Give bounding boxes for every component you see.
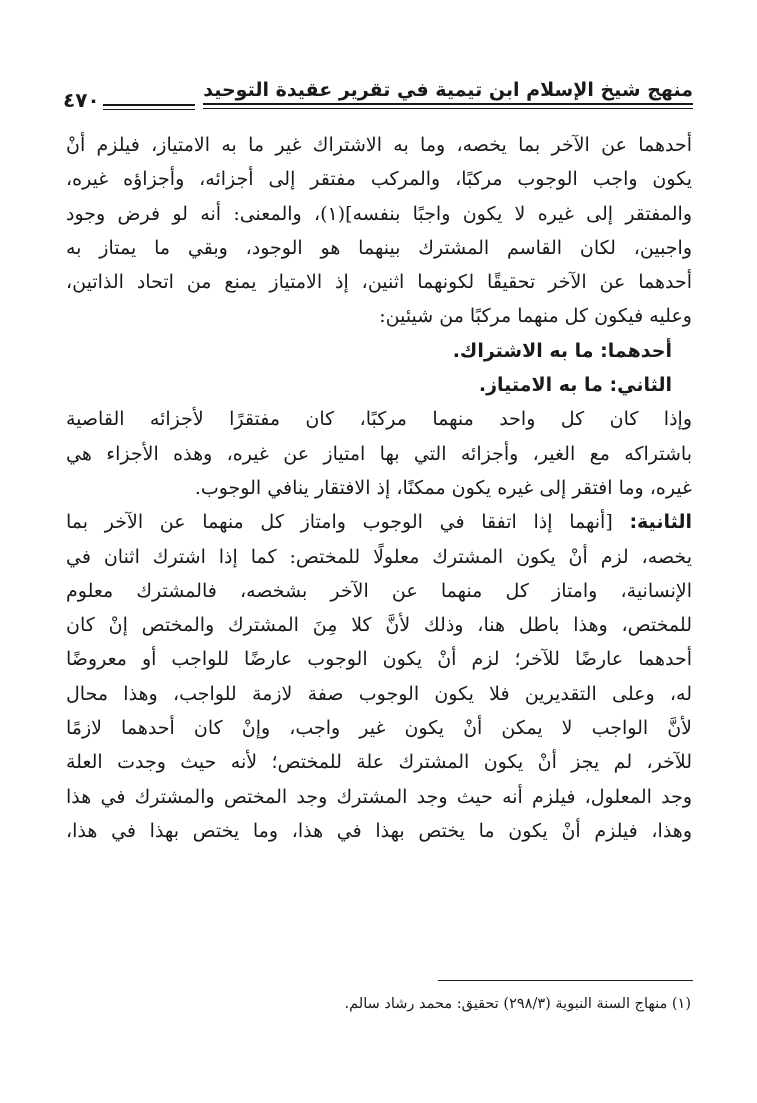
- text-line: وهذا، فيلزم أنْ يكون ما يختص بهذا في هذا، وما يختص بهذا في هذا،: [66, 819, 692, 842]
- text-line: أحدهما عن الآخر بما يخصه، وما به الاشتراك غير ما به الامتياز، فيلزم أنْ: [66, 134, 692, 156]
- text-line: واجبين، لكان القاسم المشترك بينهما هو الوجود، وبقي ما يمتاز به: [66, 236, 692, 259]
- text-line: والمفتقر إلى غيره لا يكون واجبًا بنفسه](١)، والمعنى: أنه لو فرض وجود: [66, 202, 692, 225]
- text-line: يخصه، لزم أنْ يكون المشترك معلولًا للمختص: كما إذا اشترك اثنان في: [66, 545, 692, 568]
- text-line: للآخر، لم يجز أنْ يكون المشترك علة للمختص؛ لأنه حيث وجدت العلة: [66, 751, 692, 774]
- text-line: وعليه فيكون كل منهما مركبًا من شيئين:: [379, 305, 692, 328]
- text-line: يكون واجب الوجوب مركبًا، والمركب مفتقر إلى أجزائه، وأجزاؤه غيره،: [66, 168, 692, 191]
- text-line: أحدهما عارضًا للآخر؛ لزم أنْ يكون الوجوب عارضًا للواجب أو معروضًا: [66, 648, 692, 671]
- page-number: ٤٧٠: [63, 88, 100, 112]
- running-header: [63, 78, 693, 118]
- subheading-first: أحدهما: ما به الاشتراك.: [452, 339, 672, 362]
- footnote: (١) منهاج السنة النبوية (٢٩٨/٣) تحقيق: محمد رشاد سالم.: [344, 996, 691, 1012]
- body-text: [66, 128, 692, 848]
- header-divider: [203, 103, 693, 105]
- text-line: باشتراكه مع الغير، وأجزائه التي بها امتياز عن غيره، وهذه الأجزاء هي: [66, 442, 692, 465]
- subheading-second: الثاني: ما به الامتياز.: [478, 374, 672, 397]
- page-number-rule-thin: [103, 109, 195, 110]
- text-line: الإنسانية، وامتاز كل منهما عن الآخر بشخصه، فالمشترك معلوم: [66, 579, 692, 602]
- text-line: وجد المعلول، فيلزم أنه حيث وجد المشترك وجد المختص والمشترك في هذا: [66, 785, 692, 808]
- second-argument-label: الثانية:: [629, 511, 692, 534]
- page-number-rule: [103, 104, 195, 106]
- text-line: أحدهما عن الآخر تحقيقًا لكونهما اثنين، إذ الامتياز يمنع من اتحاد الذاتين،: [66, 271, 692, 294]
- text-line: غيره، وما افتقر إلى غيره يكون ممكنًا، إذ الافتقار ينافي الوجوب.: [194, 476, 692, 499]
- text-line: له، وعلى التقديرين فلا يكون الوجوب صفة لازمة للواجب، وهذا محال: [66, 682, 692, 705]
- text-line: لأنَّ الواجب لا يمكن أنْ يكون غير واجب، وإنْ كان أحدهما لازمًا: [66, 717, 692, 740]
- second-argument-text: [أنهما إذا اتفقا في الوجوب وامتاز كل منهما عن الآخر بما: [66, 511, 630, 534]
- second-argument-line: [66, 505, 692, 539]
- header-title: منهج شيخ الإسلام ابن تيمية في تقرير عقيدة التوحيد: [203, 79, 693, 101]
- header-divider-thin: [203, 108, 693, 109]
- text-line: للمختص، وهذا باطل هنا، وذلك لأنَّ كلا مِنَ المشترك والمختص إنْ كان: [66, 614, 692, 637]
- text-line: وإذا كان كل واحد منهما مركبًا، كان مفتقرًا لأجزائه القاصية: [66, 408, 692, 431]
- footnote-divider: [438, 980, 693, 981]
